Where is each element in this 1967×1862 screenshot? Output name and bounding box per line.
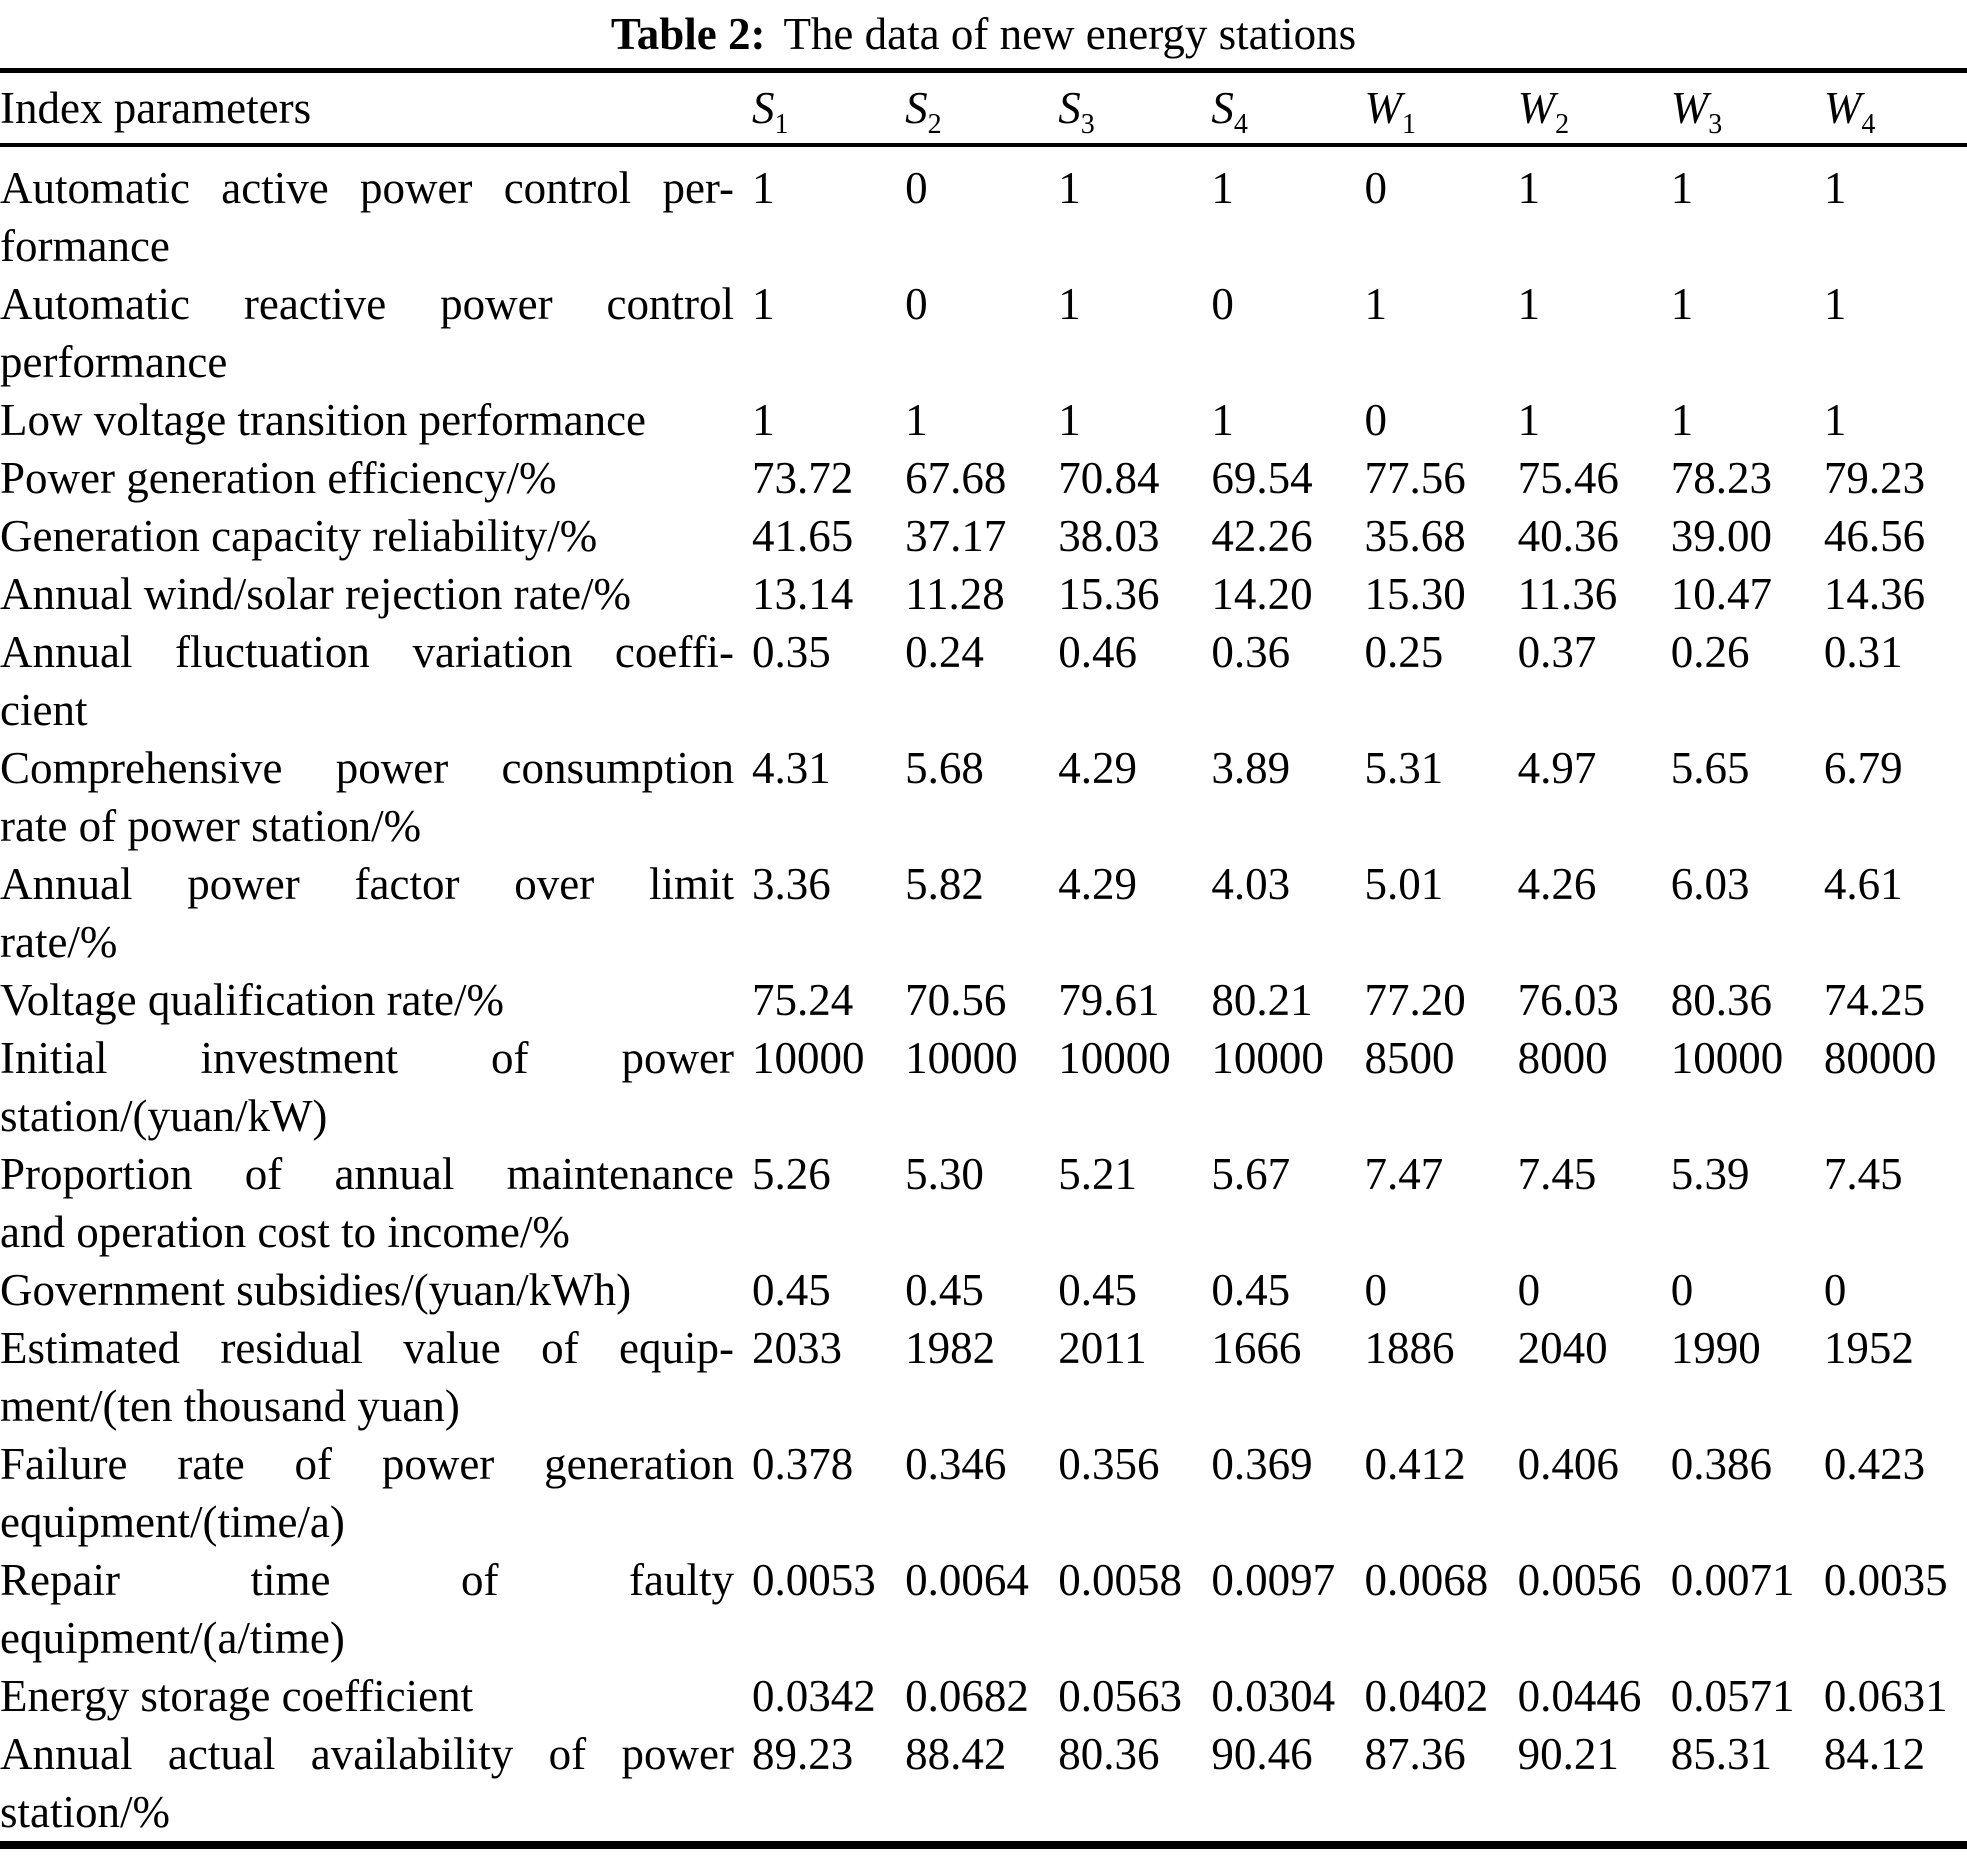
- cell-value: 0.386: [1670, 1439, 1772, 1489]
- cell-value: 39.00: [1670, 511, 1772, 561]
- cell-value: 0.24: [905, 627, 984, 677]
- cell-value: 75.24: [752, 975, 854, 1025]
- cell-value: 5.65: [1670, 743, 1750, 793]
- row-label: [0, 1261, 742, 1319]
- cell-value: 80.36: [1670, 975, 1772, 1025]
- row-label-line: Annual fluctuation variation coeffi-: [0, 627, 734, 677]
- cell-value: 67.68: [905, 453, 1007, 503]
- cell-value: 1: [1211, 395, 1234, 445]
- cell-value: 75.46: [1517, 453, 1619, 503]
- cell-value: 2011: [1058, 1323, 1147, 1373]
- row-label-line: Automatic active power control per-: [0, 163, 734, 213]
- row-label-line: Voltage qualification rate/%: [0, 975, 504, 1025]
- cell-value: 35.68: [1364, 511, 1466, 561]
- row-label: [0, 391, 742, 449]
- row-label-line: ment/(ten thousand yuan): [0, 1381, 460, 1431]
- row-label-line: Automatic reactive power control: [0, 279, 734, 329]
- row-label: [0, 739, 742, 855]
- row-label: [0, 1667, 742, 1725]
- row-label-line: Proportion of annual maintenance: [0, 1149, 734, 1199]
- cell-value: 79.23: [1823, 453, 1926, 503]
- cell-value: 0: [1517, 1265, 1541, 1315]
- row-label-line: Energy storage coefficient: [0, 1671, 474, 1721]
- table-row: [0, 1319, 1967, 1435]
- cell-value: 80.21: [1211, 975, 1313, 1025]
- row-label: [0, 971, 742, 1029]
- cell-value: 5.01: [1364, 859, 1444, 909]
- cell-value: 11.36: [1517, 569, 1618, 619]
- row-label: [0, 1725, 742, 1845]
- cell-value: 10000: [905, 1033, 1018, 1083]
- cell-value: 0.406: [1517, 1439, 1619, 1489]
- cell-value: 90.21: [1517, 1729, 1619, 1779]
- cell-value: 1: [905, 395, 928, 445]
- cell-value: 14.36: [1823, 569, 1926, 619]
- cell-value: 6.03: [1670, 859, 1750, 909]
- cell-value: 0.0071: [1670, 1555, 1795, 1605]
- table-row: [0, 1435, 1967, 1551]
- cell-value: 0.31: [1823, 627, 1903, 677]
- cell-value: 4.26: [1517, 859, 1597, 909]
- row-label-line: Annual actual availability of power: [0, 1729, 734, 1779]
- cell-value: 10000: [1211, 1033, 1324, 1083]
- cell-value: 1: [1058, 163, 1081, 213]
- cell-value: 0.369: [1211, 1439, 1313, 1489]
- table-row: [0, 1667, 1967, 1725]
- cell-value: 1: [752, 279, 775, 329]
- row-label-line: rate/%: [0, 917, 118, 967]
- row-label-line: Failure rate of power generation: [0, 1439, 734, 1489]
- cell-value: 85.31: [1670, 1729, 1772, 1779]
- cell-value: 15.30: [1364, 569, 1466, 619]
- cell-value: 76.03: [1517, 975, 1619, 1025]
- cell-value: 77.56: [1364, 453, 1466, 503]
- cell-value: 0.26: [1670, 627, 1750, 677]
- row-label-line: Power generation efficiency/%: [0, 453, 557, 503]
- cell-value: 4.29: [1058, 743, 1137, 793]
- cell-value: 5.68: [905, 743, 984, 793]
- cell-value: 0: [1364, 163, 1387, 213]
- cell-value: 80000: [1823, 1033, 1937, 1083]
- cell-value: 0.0631: [1823, 1671, 1948, 1721]
- cell-value: 1: [1823, 279, 1847, 329]
- cell-value: 1: [1517, 163, 1541, 213]
- table-caption-label: Table 2:: [610, 9, 766, 59]
- row-label-line: Estimated residual value of equip-: [0, 1323, 734, 1373]
- cell-value: 0.0304: [1211, 1671, 1336, 1721]
- cell-value: 7.47: [1364, 1149, 1444, 1199]
- table-caption-text: The data of new energy stations: [783, 9, 1357, 59]
- cell-value: 0.0064: [905, 1555, 1029, 1605]
- cell-value: 1: [1517, 279, 1541, 329]
- cell-value: 41.65: [752, 511, 854, 561]
- cell-value: 1886: [1364, 1323, 1455, 1373]
- cell-value: 8500: [1364, 1033, 1455, 1083]
- cell-value: 0.37: [1517, 627, 1597, 677]
- row-label-line: performance: [0, 337, 228, 387]
- row-label-line: formance: [0, 221, 170, 271]
- table-row: [0, 145, 1967, 275]
- cell-value: 13.14: [752, 569, 854, 619]
- row-label: [0, 1145, 742, 1261]
- cell-value: 5.82: [905, 859, 984, 909]
- cell-value: 0.0446: [1517, 1671, 1642, 1721]
- row-label-line: Annual wind/solar rejection rate/%: [0, 569, 632, 619]
- cell-value: 4.97: [1517, 743, 1597, 793]
- energy-stations-table: [0, 68, 1967, 1849]
- row-label: [0, 565, 742, 623]
- row-label-line: rate of power station/%: [0, 801, 422, 851]
- row-label-line: Initial investment of power: [0, 1033, 734, 1083]
- cell-value: 87.36: [1364, 1729, 1466, 1779]
- cell-value: 0.346: [905, 1439, 1007, 1489]
- cell-value: 2033: [752, 1323, 842, 1373]
- header-station-s2: $S_2$: [895, 71, 1048, 146]
- cell-value: 70.84: [1058, 453, 1160, 503]
- cell-value: 8000: [1517, 1033, 1608, 1083]
- cell-value: 0: [1823, 1265, 1847, 1315]
- row-label-line: Annual power factor over limit: [0, 859, 734, 909]
- cell-value: 1: [1211, 163, 1234, 213]
- row-label: [0, 1319, 742, 1435]
- row-label: [0, 507, 742, 565]
- row-label-line: equipment/(a/time): [0, 1613, 345, 1663]
- cell-value: 38.03: [1058, 511, 1160, 561]
- cell-value: 0.45: [905, 1265, 984, 1315]
- row-label-line: Comprehensive power consumption: [0, 743, 734, 793]
- cell-value: 79.61: [1058, 975, 1160, 1025]
- cell-value: 0.423: [1823, 1439, 1926, 1489]
- cell-value: 0.25: [1364, 627, 1444, 677]
- cell-value: 0.45: [1211, 1265, 1291, 1315]
- header-index-parameters: Index parameters: [0, 71, 742, 146]
- cell-value: 1: [1670, 163, 1694, 213]
- cell-value: 1666: [1211, 1323, 1302, 1373]
- cell-value: 1: [1364, 279, 1387, 329]
- cell-value: 7.45: [1823, 1149, 1903, 1199]
- cell-value: 0.0068: [1364, 1555, 1489, 1605]
- cell-value: 3.36: [752, 859, 831, 909]
- row-label: [0, 1435, 742, 1551]
- cell-value: 0: [905, 279, 928, 329]
- cell-value: 84.12: [1823, 1729, 1926, 1779]
- cell-value: 0.0097: [1211, 1555, 1336, 1605]
- table-row: [0, 275, 1967, 391]
- cell-value: 5.30: [905, 1149, 984, 1199]
- cell-value: 10000: [752, 1033, 865, 1083]
- header-station-w1: $W_1$: [1355, 71, 1508, 146]
- table-row: [0, 971, 1967, 1029]
- row-label-line: station/%: [0, 1787, 170, 1837]
- cell-value: 80.36: [1058, 1729, 1160, 1779]
- row-label: [0, 449, 742, 507]
- row-label: [0, 145, 742, 275]
- header-station-s1: $S_1$: [742, 71, 895, 146]
- header-station-s3: $S_3$: [1048, 71, 1201, 146]
- row-label: [0, 623, 742, 739]
- cell-value: 5.39: [1670, 1149, 1750, 1199]
- cell-value: 0.45: [752, 1265, 831, 1315]
- table-caption: [0, 4, 1967, 68]
- header-station-w4: $W_4$: [1814, 71, 1967, 146]
- cell-value: 7.45: [1517, 1149, 1597, 1199]
- cell-value: 42.26: [1211, 511, 1313, 561]
- cell-value: 1: [1823, 163, 1847, 213]
- cell-value: 70.56: [905, 975, 1007, 1025]
- cell-value: 0.46: [1058, 627, 1137, 677]
- cell-value: 0.36: [1211, 627, 1291, 677]
- row-label-line: Generation capacity reliability/%: [0, 511, 598, 561]
- cell-value: 1: [752, 163, 775, 213]
- cell-value: 0: [1364, 1265, 1387, 1315]
- table-row: [0, 1145, 1967, 1261]
- cell-value: 0: [1670, 1265, 1694, 1315]
- cell-value: 10000: [1670, 1033, 1784, 1083]
- cell-value: 0.0058: [1058, 1555, 1182, 1605]
- cell-value: 1982: [905, 1323, 996, 1373]
- cell-value: 0.378: [752, 1439, 854, 1489]
- cell-value: 1: [1823, 395, 1847, 445]
- row-label: [0, 1551, 742, 1667]
- cell-value: 88.42: [905, 1729, 1007, 1779]
- cell-value: 0.0053: [752, 1555, 876, 1605]
- cell-value: 11.28: [905, 569, 1005, 619]
- table-row: [0, 391, 1967, 449]
- table-row: [0, 507, 1967, 565]
- table-row: [0, 1029, 1967, 1145]
- cell-value: 78.23: [1670, 453, 1772, 503]
- table-row: [0, 739, 1967, 855]
- table-body: [0, 145, 1967, 1845]
- cell-value: 0.0342: [752, 1671, 876, 1721]
- cell-value: 0.35: [752, 627, 831, 677]
- cell-value: 1: [1670, 279, 1694, 329]
- cell-value: 0.0056: [1517, 1555, 1642, 1605]
- row-label-line: Repair time of faulty: [0, 1555, 734, 1605]
- cell-value: 0.412: [1364, 1439, 1466, 1489]
- header-station-w3: $W_3$: [1661, 71, 1814, 146]
- cell-value: 10000: [1058, 1033, 1171, 1083]
- cell-value: 3.89: [1211, 743, 1291, 793]
- table-row: [0, 623, 1967, 739]
- header-station-w2: $W_2$: [1508, 71, 1661, 146]
- cell-value: 4.61: [1823, 859, 1903, 909]
- row-label-line: station/(yuan/kW): [0, 1091, 328, 1141]
- cell-value: 5.31: [1364, 743, 1444, 793]
- cell-value: 5.21: [1058, 1149, 1137, 1199]
- table-row: [0, 1261, 1967, 1319]
- cell-value: 69.54: [1211, 453, 1313, 503]
- cell-value: 37.17: [905, 511, 1007, 561]
- table-row: [0, 449, 1967, 507]
- cell-value: 0.45: [1058, 1265, 1137, 1315]
- cell-value: 4.31: [752, 743, 831, 793]
- cell-value: 6.79: [1823, 743, 1903, 793]
- cell-value: 1: [1058, 279, 1081, 329]
- cell-value: 0.356: [1058, 1439, 1160, 1489]
- row-label: [0, 275, 742, 391]
- cell-value: 89.23: [752, 1729, 854, 1779]
- cell-value: 40.36: [1517, 511, 1619, 561]
- row-label-line: Low voltage transition performance: [0, 395, 647, 445]
- cell-value: 90.46: [1211, 1729, 1313, 1779]
- cell-value: 5.26: [752, 1149, 831, 1199]
- table-row: [0, 1551, 1967, 1667]
- row-label-line: cient: [0, 685, 88, 735]
- row-label-line: equipment/(time/a): [0, 1497, 345, 1547]
- cell-value: 0.0563: [1058, 1671, 1182, 1721]
- cell-value: 5.67: [1211, 1149, 1291, 1199]
- cell-value: 0: [905, 163, 928, 213]
- cell-value: 74.25: [1823, 975, 1926, 1025]
- cell-value: 73.72: [752, 453, 854, 503]
- header-station-s4: $S_4$: [1201, 71, 1354, 146]
- row-label-line: and operation cost to income/%: [0, 1207, 570, 1257]
- row-label-line: Government subsidies/(yuan/kWh): [0, 1265, 632, 1315]
- cell-value: 46.56: [1823, 511, 1926, 561]
- cell-value: 1: [1670, 395, 1694, 445]
- cell-value: 2040: [1517, 1323, 1608, 1373]
- cell-value: 0.0571: [1670, 1671, 1795, 1721]
- cell-value: 4.29: [1058, 859, 1137, 909]
- cell-value: 10.47: [1670, 569, 1772, 619]
- cell-value: 0.0682: [905, 1671, 1029, 1721]
- cell-value: 14.20: [1211, 569, 1313, 619]
- cell-value: 0.0402: [1364, 1671, 1489, 1721]
- cell-value: 0.0035: [1823, 1555, 1948, 1605]
- cell-value: 0: [1364, 395, 1387, 445]
- cell-value: 0: [1211, 279, 1234, 329]
- table-row: [0, 565, 1967, 623]
- cell-value: 1: [1058, 395, 1081, 445]
- cell-value: 1990: [1670, 1323, 1761, 1373]
- cell-value: 1: [1517, 395, 1541, 445]
- cell-value: 77.20: [1364, 975, 1466, 1025]
- row-label: [0, 1029, 742, 1145]
- table-row: [0, 1725, 1967, 1845]
- cell-value: 1: [752, 395, 775, 445]
- cell-value: 4.03: [1211, 859, 1291, 909]
- row-label: [0, 855, 742, 971]
- table-row: [0, 855, 1967, 971]
- cell-value: 1952: [1823, 1323, 1914, 1373]
- header-row: [0, 71, 1967, 146]
- cell-value: 15.36: [1058, 569, 1160, 619]
